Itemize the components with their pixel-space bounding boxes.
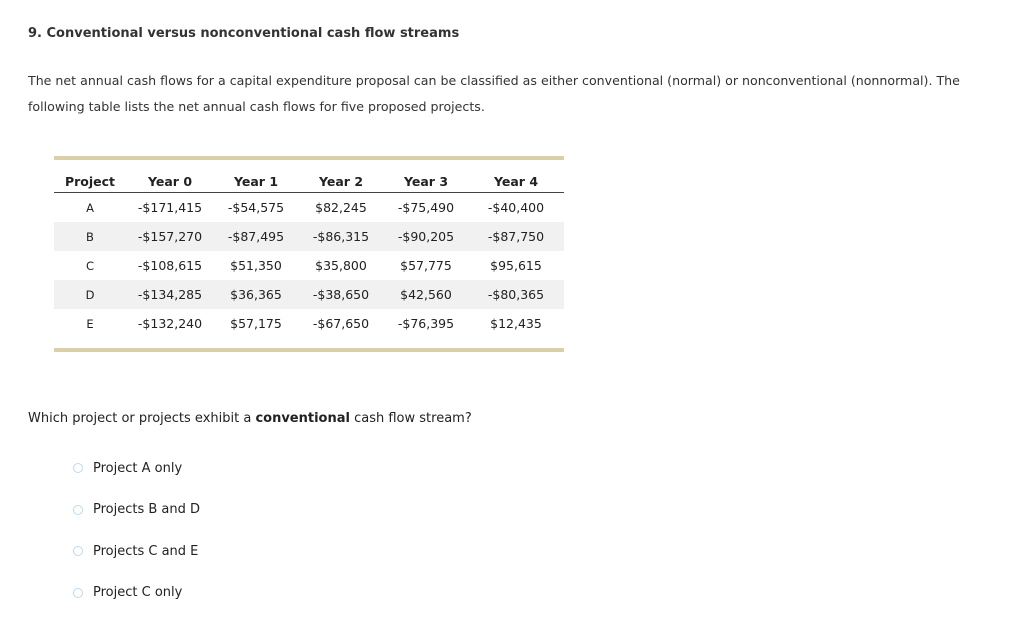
intro-text: The net annual cash flows for a capital expenditure proposal can be classified as either conventional (normal) or nonconventional (nonnormal). The following table lists the net annual cash flows for five proposed projects. [28,73,960,114]
option-label[interactable]: Project A only [93,460,183,476]
cell-year-4: -$40,400 [487,200,545,215]
table-row [54,280,564,309]
cell-year-0: -$108,615 [137,258,203,273]
cell-year-2: $82,245 [315,200,367,215]
cell-year-1: $57,175 [230,316,282,331]
cell-project: A [86,200,94,215]
table-row [54,193,564,223]
cell-year-1: -$87,495 [214,222,298,251]
question-keyword: conventional [255,411,350,426]
option-projects-b-and-d[interactable] [73,501,200,519]
cell-year-0: -$134,285 [126,280,214,309]
table-header-row [54,170,564,193]
option-label[interactable]: Projects B and D [93,502,201,517]
cell-year-1: $51,350 [230,258,282,273]
cell-year-4: -$87,750 [468,222,564,251]
option-projects-c-and-e[interactable] [73,542,200,560]
radio-button[interactable] [73,588,83,598]
table-row [54,222,564,251]
header-year-3: Year 3 [384,170,468,193]
cell-project: D [54,280,126,309]
cell-year-2: $35,800 [315,258,367,273]
cell-year-4: $95,615 [490,258,542,273]
cell-year-1: $36,365 [214,280,298,309]
cell-year-3: -$76,395 [397,316,455,331]
header-year-2: Year 2 [298,170,384,193]
cell-year-3: -$90,205 [384,222,468,251]
cash-flow-table [54,156,564,352]
cell-year-4: $12,435 [490,316,542,331]
cell-year-2: -$86,315 [298,222,384,251]
cell-year-4: -$80,365 [468,280,564,309]
cell-year-1: -$54,575 [227,200,285,215]
radio-button[interactable] [73,505,83,515]
question-title: 9. Conventional versus nonconventional cash flow streams [28,26,460,41]
cell-year-2: -$38,650 [298,280,384,309]
option-project-c-only[interactable] [73,584,200,602]
table-row [54,251,564,280]
question-text-before: Which project or projects exhibit a [28,411,256,426]
radio-button[interactable] [73,463,83,473]
cell-year-3: $42,560 [384,280,468,309]
cell-year-3: -$75,490 [397,200,455,215]
option-project-a-only[interactable] [73,459,200,477]
question-text-after: cash flow stream? [349,411,472,426]
cell-project: B [54,222,126,251]
header-year-0: Year 0 [126,170,214,193]
question-text [28,411,472,426]
radio-button[interactable] [73,546,83,556]
option-label[interactable]: Project C only [93,585,183,600]
table-row [54,309,564,338]
cell-project: C [85,258,95,273]
cell-year-3: $57,775 [400,258,452,273]
cell-year-0: -$132,240 [137,316,203,331]
answer-options [73,459,200,625]
header-year-4: Year 4 [468,170,564,193]
header-year-1: Year 1 [214,170,298,193]
cell-year-0: -$171,415 [137,200,203,215]
cell-year-2: -$67,650 [312,316,370,331]
option-label[interactable]: Projects C and E [93,543,199,559]
cell-year-0: -$157,270 [126,222,214,251]
header-project: Project [54,170,126,193]
cell-project: E [86,316,94,331]
